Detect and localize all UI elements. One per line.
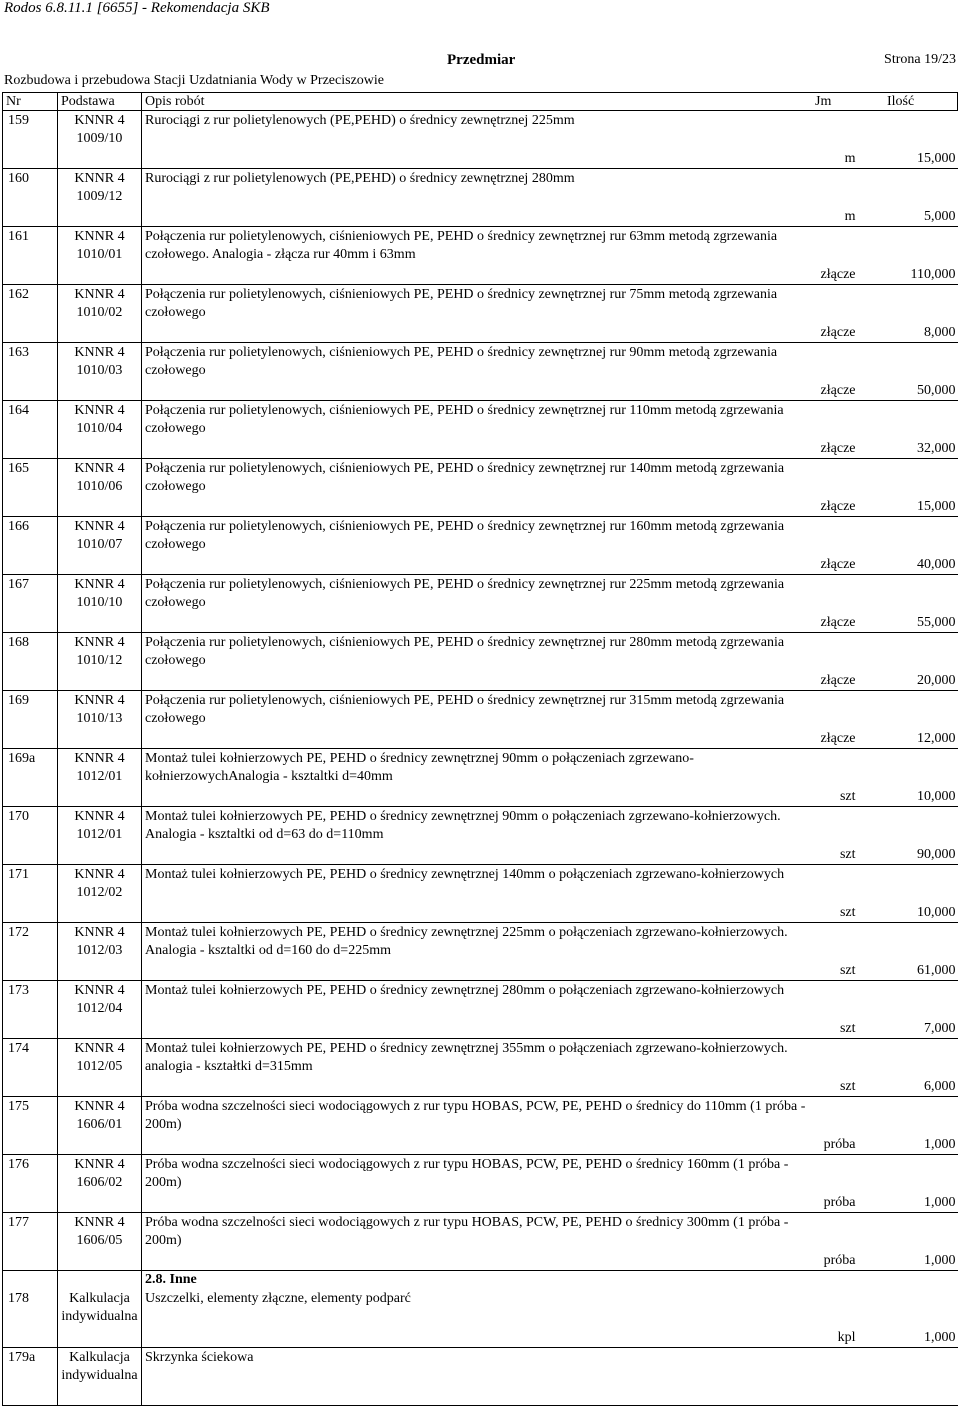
row-description: Montaż tulei kołnierzowych PE, PEHD o średnicy zewnętrznej 90mm o połączeniach zgrzewano-kołnierzowych. Analogia - ksztaltki od d=63 do d=110mm xyxy=(145,809,781,842)
row-unit: m xyxy=(844,209,856,224)
row-amount: 32,000 xyxy=(917,441,956,456)
row-basis xyxy=(58,575,142,633)
basis-catalog: KNNR 4 xyxy=(74,751,125,766)
row-description-cell xyxy=(142,691,958,749)
basis-position: 1012/01 xyxy=(76,827,123,842)
row-unit: szt xyxy=(839,789,856,804)
row-description: Próba wodna szczelności sieci wodociągowych z rur typu HOBAS, PCW, PE, PEHD o średnicy do 110mm (1 próba - 200m) xyxy=(145,1099,806,1132)
basis-catalog: KNNR 4 xyxy=(74,287,125,302)
row-description-cell xyxy=(142,1155,958,1213)
row-amount: 61,000 xyxy=(917,963,956,978)
row-unit: kpl xyxy=(837,1329,856,1345)
row-number: 171 xyxy=(3,865,58,923)
row-number: 165 xyxy=(3,459,58,517)
row-number: 168 xyxy=(3,633,58,691)
row-description-cell xyxy=(142,981,958,1039)
row-number: 170 xyxy=(3,807,58,865)
row-basis xyxy=(58,807,142,865)
row-quantity xyxy=(766,615,956,631)
row-description: Połączenia rur polietylenowych, ciśnieniowych PE, PEHD o średnicy zewnętrznej rur 90mm metodą zgrzewania czołowego xyxy=(145,345,778,378)
row-basis xyxy=(58,1289,142,1347)
row-basis xyxy=(58,343,142,401)
document-title: Przedmiar xyxy=(447,52,516,68)
row-quantity xyxy=(766,963,956,979)
row-number: 174 xyxy=(3,1039,58,1097)
basis-position: 1009/12 xyxy=(76,189,123,204)
basis-catalog: KNNR 4 xyxy=(74,809,125,824)
row-number: 178 xyxy=(3,1289,58,1347)
header-opis-label: Opis robót xyxy=(145,94,205,109)
row-unit: próba xyxy=(823,1137,856,1152)
basis-catalog: KNNR 4 xyxy=(74,461,125,476)
row-basis xyxy=(58,517,142,575)
row-unit: szt xyxy=(839,1079,856,1094)
basis-position: 1606/01 xyxy=(76,1117,123,1132)
row-quantity xyxy=(766,383,956,399)
basis-catalog: Kalkulacja xyxy=(69,1349,130,1365)
row-quantity xyxy=(766,325,956,341)
row-unit: szt xyxy=(839,1021,856,1036)
row-description: Połączenia rur polietylenowych, ciśnieniowych PE, PEHD o średnicy zewnętrznej rur 160mm metodą zgrzewania czołowego xyxy=(145,519,785,552)
row-number: 167 xyxy=(3,575,58,633)
table-row xyxy=(3,691,958,749)
basis-position: 1009/10 xyxy=(76,131,123,146)
row-description: Uszczelki, elementy złączne, elementy podparć xyxy=(145,1291,411,1306)
row-unit: złącze xyxy=(820,325,856,340)
table-row xyxy=(3,981,958,1039)
table-row xyxy=(3,1039,958,1097)
row-basis xyxy=(58,169,142,227)
row-amount: 12,000 xyxy=(917,731,956,746)
table-header-row xyxy=(3,93,958,111)
row-quantity xyxy=(766,557,956,573)
row-description: Montaż tulei kołnierzowych PE, PEHD o średnicy zewnętrznej 90mm o połączeniach zgrzewano-kołnierzowychAnalogia - ksztaltki d=40mm xyxy=(145,751,694,784)
row-amount: 1,000 xyxy=(924,1195,956,1210)
row-unit: próba xyxy=(823,1253,856,1268)
row-number: 164 xyxy=(3,401,58,459)
row-basis xyxy=(58,981,142,1039)
basis-catalog: KNNR 4 xyxy=(74,1041,125,1056)
row-basis xyxy=(58,865,142,923)
row-description: Połączenia rur polietylenowych, ciśnieniowych PE, PEHD o średnicy zewnętrznej rur 280mm metodą zgrzewania czołowego xyxy=(145,635,785,668)
table-row xyxy=(3,343,958,401)
section-nr-empty xyxy=(3,1271,58,1290)
basis-catalog: KNNR 4 xyxy=(74,1099,125,1114)
row-unit: m xyxy=(844,151,856,166)
row-quantity xyxy=(766,267,956,283)
row-description: Rurociągi z rur polietylenowych (PE,PEHD) o średnicy zewnętrznej 225mm xyxy=(145,113,575,128)
row-unit: złącze xyxy=(820,557,856,572)
row-amount: 40,000 xyxy=(917,557,956,572)
section-basis-empty xyxy=(58,1271,142,1290)
row-description-cell xyxy=(142,807,958,865)
row-quantity xyxy=(766,441,956,457)
basis-position: 1010/13 xyxy=(76,711,123,726)
row-basis xyxy=(58,227,142,285)
basis-position: 1012/05 xyxy=(76,1059,123,1074)
row-number: 179a xyxy=(3,1347,58,1405)
table-row xyxy=(3,227,958,285)
table-row xyxy=(3,169,958,227)
basis-position: 1010/01 xyxy=(76,247,123,262)
header-jm: Jm xyxy=(815,94,832,109)
row-amount: 110,000 xyxy=(910,267,956,282)
row-basis xyxy=(58,401,142,459)
row-description-cell xyxy=(142,227,958,285)
row-basis xyxy=(58,1347,142,1405)
basis-catalog: KNNR 4 xyxy=(74,403,125,418)
basis-catalog: KNNR 4 xyxy=(74,345,125,360)
row-number: 162 xyxy=(3,285,58,343)
basis-position: 1010/03 xyxy=(76,363,123,378)
basis-position: 1010/10 xyxy=(76,595,123,610)
table-row xyxy=(3,459,958,517)
row-unit: złącze xyxy=(820,441,856,456)
row-unit: złącze xyxy=(820,267,856,282)
row-quantity xyxy=(766,905,956,921)
row-quantity xyxy=(766,1137,956,1153)
basis-catalog: KNNR 4 xyxy=(74,693,125,708)
basis-catalog: KNNR 4 xyxy=(74,171,125,186)
basis-catalog: KNNR 4 xyxy=(74,229,125,244)
basis-position: 1606/05 xyxy=(76,1233,123,1248)
basis-catalog: Kalkulacja xyxy=(69,1291,130,1306)
row-description: Rurociągi z rur polietylenowych (PE,PEHD) o średnicy zewnętrznej 280mm xyxy=(145,171,575,186)
section-title: 2.8. Inne xyxy=(145,1272,197,1287)
table-body xyxy=(3,111,958,1406)
basis-catalog: KNNR 4 xyxy=(74,519,125,534)
table-row xyxy=(3,111,958,169)
row-unit: szt xyxy=(839,963,856,978)
table-row xyxy=(3,633,958,691)
row-quantity xyxy=(766,731,956,747)
row-description-cell xyxy=(142,343,958,401)
row-quantity xyxy=(766,1253,956,1269)
row-number: 169a xyxy=(3,749,58,807)
row-basis xyxy=(58,111,142,169)
basis-position: 1606/02 xyxy=(76,1175,123,1190)
table-row xyxy=(3,517,958,575)
row-amount: 15,000 xyxy=(917,151,956,166)
row-description: Montaż tulei kołnierzowych PE, PEHD o średnicy zewnętrznej 355mm o połączeniach zgrzewano-kołnierzowych. analogia - kształtki d=315mm xyxy=(145,1041,788,1074)
row-basis xyxy=(58,923,142,981)
basis-position: 1010/07 xyxy=(76,537,123,552)
basis-catalog: KNNR 4 xyxy=(74,113,125,128)
table-row xyxy=(3,1097,958,1155)
table-row xyxy=(3,1289,958,1347)
row-basis xyxy=(58,1097,142,1155)
row-description: Połączenia rur polietylenowych, ciśnieniowych PE, PEHD o średnicy zewnętrznej rur 75mm metodą zgrzewania czołowego xyxy=(145,287,778,320)
table-row xyxy=(3,401,958,459)
row-unit: szt xyxy=(839,847,856,862)
row-quantity xyxy=(766,1330,956,1346)
row-quantity xyxy=(766,151,956,167)
row-number: 172 xyxy=(3,923,58,981)
row-description: Połączenia rur polietylenowych, ciśnieniowych PE, PEHD o średnicy zewnętrznej rur 63mm metodą zgrzewania czołowego. Analogia - złącza rur 40mm i 63mm xyxy=(145,229,778,262)
header-opis xyxy=(142,93,958,111)
row-amount: 50,000 xyxy=(917,383,956,398)
row-description: Próba wodna szczelności sieci wodociągowych z rur typu HOBAS, PCW, PE, PEHD o średnicy 160mm (1 próba - 200m) xyxy=(145,1157,789,1190)
header-ilosc: Ilość xyxy=(887,94,915,109)
basis-position: 1010/06 xyxy=(76,479,123,494)
row-amount: 90,000 xyxy=(917,847,956,862)
basis-position: indywidualna xyxy=(61,1309,138,1324)
row-quantity xyxy=(766,1388,956,1404)
row-description: Skrzynka ściekowa xyxy=(145,1349,254,1365)
table-row xyxy=(3,749,958,807)
basis-position: 1010/04 xyxy=(76,421,123,436)
basis-catalog: KNNR 4 xyxy=(74,1215,125,1230)
row-description-cell xyxy=(142,517,958,575)
basis-position: indywidualna xyxy=(61,1367,138,1383)
row-basis xyxy=(58,1213,142,1271)
basis-position: 1012/01 xyxy=(76,769,123,784)
row-quantity xyxy=(766,847,956,863)
row-description: Połączenia rur polietylenowych, ciśnieniowych PE, PEHD o średnicy zewnętrznej rur 110mm metodą zgrzewania czołowego xyxy=(145,403,784,436)
row-number: 160 xyxy=(3,169,58,227)
row-description-cell xyxy=(142,575,958,633)
row-description-cell xyxy=(142,749,958,807)
row-amount: 1,000 xyxy=(924,1329,956,1345)
row-number: 159 xyxy=(3,111,58,169)
row-basis xyxy=(58,691,142,749)
row-quantity xyxy=(766,1021,956,1037)
basis-catalog: KNNR 4 xyxy=(74,867,125,882)
row-description-cell xyxy=(142,459,958,517)
row-description: Próba wodna szczelności sieci wodociągowych z rur typu HOBAS, PCW, PE, PEHD o średnicy 300mm (1 próba - 200m) xyxy=(145,1215,789,1248)
row-basis xyxy=(58,633,142,691)
row-description: Połączenia rur polietylenowych, ciśnieniowych PE, PEHD o średnicy zewnętrznej rur 225mm metodą zgrzewania czołowego xyxy=(145,577,785,610)
row-amount: 6,000 xyxy=(924,1079,956,1094)
basis-catalog: KNNR 4 xyxy=(74,925,125,940)
app-title: Rodos 6.8.11.1 [6655] - Rekomendacja SKB xyxy=(4,0,270,16)
section-cell xyxy=(142,1271,958,1290)
row-quantity xyxy=(766,499,956,515)
row-number: 175 xyxy=(3,1097,58,1155)
row-amount: 1,000 xyxy=(924,1253,956,1268)
row-quantity xyxy=(766,209,956,225)
basis-catalog: KNNR 4 xyxy=(74,983,125,998)
header-nr: Nr xyxy=(3,93,58,111)
row-number: 163 xyxy=(3,343,58,401)
row-number: 166 xyxy=(3,517,58,575)
row-basis xyxy=(58,459,142,517)
row-description: Montaż tulei kołnierzowych PE, PEHD o średnicy zewnętrznej 140mm o połączeniach zgrzewano-kołnierzowych xyxy=(145,867,785,882)
row-description: Montaż tulei kołnierzowych PE, PEHD o średnicy zewnętrznej 225mm o połączeniach zgrzewano-kołnierzowych. Analogia - ksztaltki od d=160 do d=225mm xyxy=(145,925,788,958)
row-description: Połączenia rur polietylenowych, ciśnieniowych PE, PEHD o średnicy zewnętrznej rur 315mm metodą zgrzewania czołowego xyxy=(145,693,785,726)
basis-catalog: KNNR 4 xyxy=(74,577,125,592)
row-amount: 15,000 xyxy=(917,499,956,514)
row-unit: złącze xyxy=(820,615,856,630)
row-quantity xyxy=(766,789,956,805)
page-number: Strona 19/23 xyxy=(884,52,956,67)
row-unit: szt xyxy=(839,905,856,920)
row-description-cell xyxy=(142,865,958,923)
row-description-cell xyxy=(142,1097,958,1155)
row-description-cell xyxy=(142,1039,958,1097)
row-amount: 20,000 xyxy=(917,673,956,688)
row-basis xyxy=(58,749,142,807)
basis-position: 1010/12 xyxy=(76,653,123,668)
row-description-cell xyxy=(142,285,958,343)
row-unit: złącze xyxy=(820,499,856,514)
row-description: Połączenia rur polietylenowych, ciśnieniowych PE, PEHD o średnicy zewnętrznej rur 140mm metodą zgrzewania czołowego xyxy=(145,461,785,494)
row-number: 169 xyxy=(3,691,58,749)
bill-of-quantities-table xyxy=(2,92,958,1406)
row-description-cell xyxy=(142,1289,958,1347)
table-row xyxy=(3,1155,958,1213)
row-amount: 10,000 xyxy=(917,789,956,804)
table-row xyxy=(3,807,958,865)
basis-position: 1010/02 xyxy=(76,305,123,320)
table-row xyxy=(3,285,958,343)
row-basis xyxy=(58,285,142,343)
basis-position: 1012/04 xyxy=(76,1001,123,1016)
row-number: 176 xyxy=(3,1155,58,1213)
row-description-cell xyxy=(142,111,958,169)
row-quantity xyxy=(766,1195,956,1211)
table-row xyxy=(3,1347,958,1405)
row-quantity xyxy=(766,1079,956,1095)
row-description-cell xyxy=(142,923,958,981)
row-unit: złącze xyxy=(820,383,856,398)
row-unit: złącze xyxy=(820,731,856,746)
project-name: Rozbudowa i przebudowa Stacji Uzdatniania Wody w Przeciszowie xyxy=(4,73,385,88)
row-amount: 55,000 xyxy=(917,615,956,630)
row-description-cell xyxy=(142,169,958,227)
row-quantity xyxy=(766,673,956,689)
row-description-cell xyxy=(142,401,958,459)
row-number: 161 xyxy=(3,227,58,285)
row-description-cell xyxy=(142,633,958,691)
table-row xyxy=(3,575,958,633)
table-row xyxy=(3,1213,958,1271)
table-row xyxy=(3,865,958,923)
basis-position: 1012/03 xyxy=(76,943,123,958)
row-description: Montaż tulei kołnierzowych PE, PEHD o średnicy zewnętrznej 280mm o połączeniach zgrzewano-kołnierzowych xyxy=(145,983,785,998)
header-podstawa: Podstawa xyxy=(58,93,142,111)
row-number: 173 xyxy=(3,981,58,1039)
row-amount: 10,000 xyxy=(917,905,956,920)
row-description-cell xyxy=(142,1213,958,1271)
row-basis xyxy=(58,1155,142,1213)
row-basis xyxy=(58,1039,142,1097)
table-row xyxy=(3,923,958,981)
basis-catalog: KNNR 4 xyxy=(74,635,125,650)
row-unit: złącze xyxy=(820,673,856,688)
row-amount: 1,000 xyxy=(924,1137,956,1152)
row-number: 177 xyxy=(3,1213,58,1271)
row-amount: 8,000 xyxy=(924,325,956,340)
row-amount: 7,000 xyxy=(924,1021,956,1036)
basis-catalog: KNNR 4 xyxy=(74,1157,125,1172)
row-unit: próba xyxy=(823,1195,856,1210)
basis-position: 1012/02 xyxy=(76,885,123,900)
row-amount: 5,000 xyxy=(924,209,956,224)
row-description-cell xyxy=(142,1347,958,1405)
section-row xyxy=(3,1271,958,1290)
